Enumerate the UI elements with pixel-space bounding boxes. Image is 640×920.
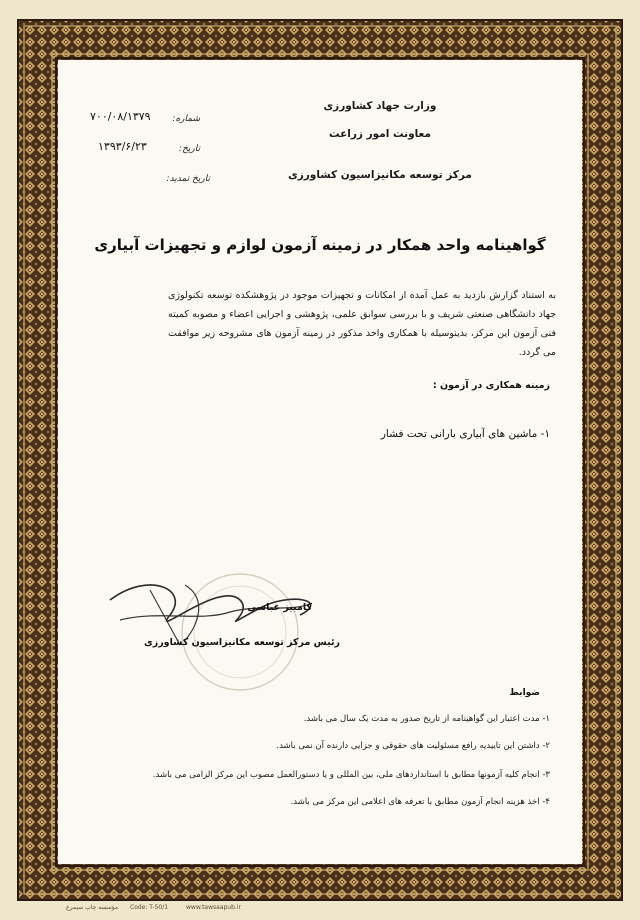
signatory-name: کامبیز عباسی — [247, 602, 312, 613]
signatory-title: رئیس مرکز توسعه مکانیزاسیون کشاورزی — [144, 637, 340, 648]
footer-website: www.tawsaapub.ir — [186, 904, 241, 911]
scope-label: زمینه همکاری در آزمون : — [432, 380, 550, 391]
number-value: ۷۰۰/۰۸/۱۳۷۹ — [90, 110, 151, 123]
footer-printer: مؤسسه چاپ سیمرغ — [66, 904, 119, 911]
rules-title: ضوابط — [509, 688, 540, 698]
renewal-label: تاریخ تمدید: — [166, 174, 210, 184]
rule-item: ۳- انجام کلیه آزمونها مطابق با استانداردهای ملی، بین المللی و یا دستورالعمل مصوب این مرکز الزامی می باشد. — [152, 770, 550, 780]
scope-item: ۱- ماشین های آبیاری بارانی تحت فشار — [380, 428, 550, 440]
rule-item: ۱- مدت اعتبار این گواهینامه از تاریخ صدور به مدت یک سال می باشد. — [303, 714, 550, 724]
rule-item: ۲- داشتن این تاییدیه رافع مسئولیت های حقوقی و جزایی دارنده آن نمی باشد. — [276, 741, 550, 751]
date-value: ۱۳۹۳/۶/۲۳ — [98, 140, 147, 153]
header-deputy: معاونت امور زراعت — [329, 128, 431, 140]
header-center: مرکز توسعه مکانیزاسیون کشاورزی — [288, 169, 472, 181]
signature-stamp — [90, 560, 350, 700]
footer-code: Code: T-50/1 — [130, 904, 169, 911]
body-paragraph: به استناد گزارش بازدید به عمل آمده از امکانات و تجهیزات موجود در پژوهشکده توسعه تکنولوژی جهاد دانشگاهی صنعتی شریف و با بررسی سوابق علمی، پژوهشی و اجرایی اعضاء و مصوبه کمیته فنی آزمون این مرکز، بدینوسیله با همکاری واحد مذکور در زمینه آزمون های مشروحه زیر موافقت می گردد. — [168, 290, 556, 358]
number-label: شماره: — [172, 114, 200, 124]
rule-item: ۴- اخذ هزینه انجام آزمون مطابق با تعرفه های اعلامی این مرکز می باشد. — [290, 797, 550, 807]
header-ministry: وزارت جهاد کشاورزی — [323, 100, 437, 112]
certificate-title: گواهینامه واحد همکار در زمینه آزمون لوازم و تجهیزات آبیاری — [94, 236, 546, 254]
date-label: تاریخ: — [179, 144, 200, 154]
